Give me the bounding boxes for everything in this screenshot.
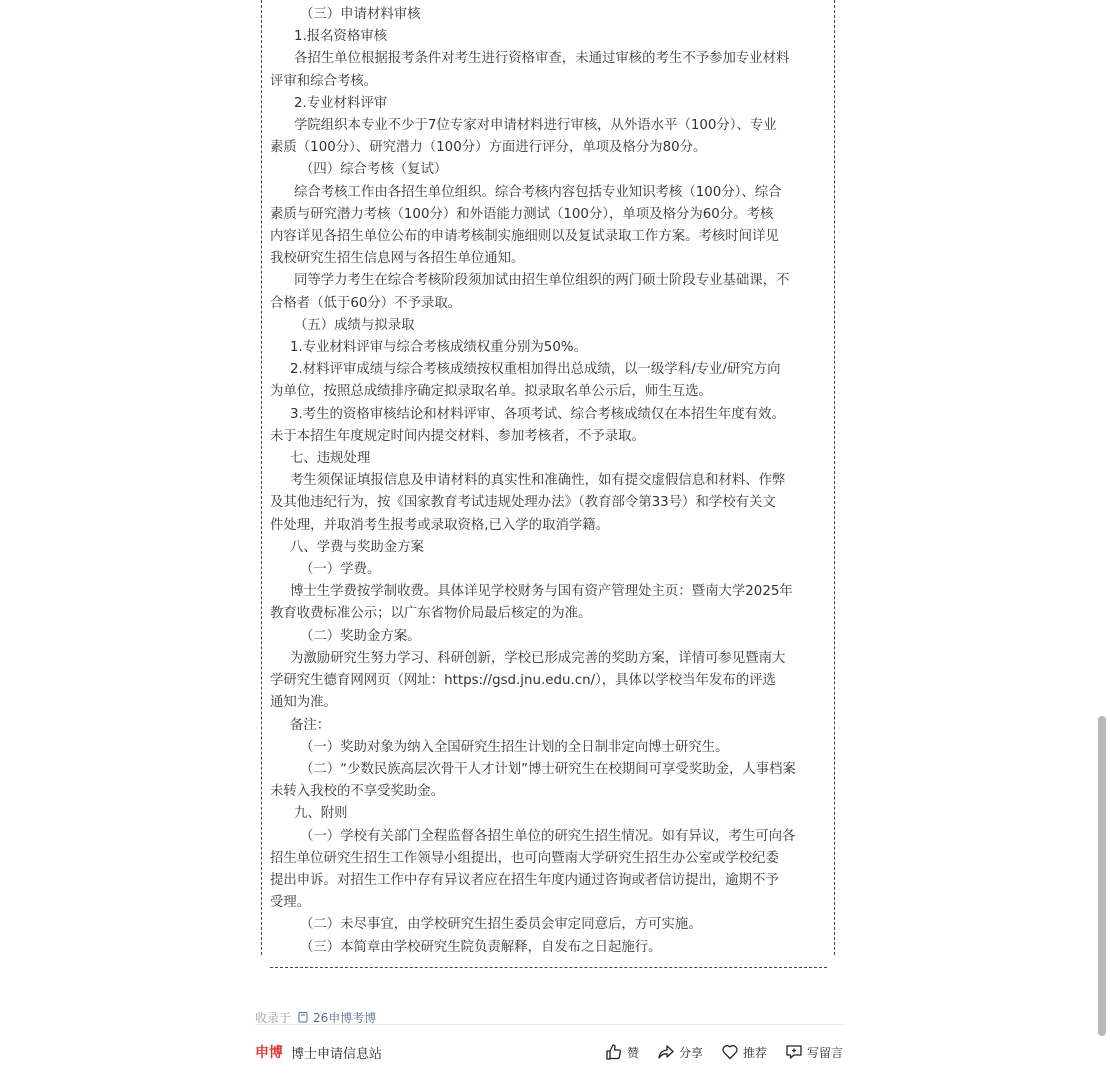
share-button[interactable]: [657, 1043, 703, 1061]
article-line: 未转入我校的不享受奖助金。: [270, 784, 445, 800]
heart-icon: [721, 1043, 739, 1061]
article-line: （二）奖助金方案。: [300, 628, 421, 644]
article-line: 及其他违纪行为，按《国家教育考试违规处理办法》（教育部令第33号）和学校有关文: [270, 495, 776, 511]
collection-folder-icon: [297, 1011, 309, 1023]
brand-name: 博士申请信息站: [291, 1046, 383, 1062]
article-line: 各招生单位根据报考条件对考生进行资格审查，未通过审核的考生不予参加专业材料: [294, 51, 790, 67]
article-line: （一）学校有关部门全程监督各招生单位的研究生招生情况。如有异议，考生可向各: [300, 828, 796, 844]
article-line: 未于本招生年度规定时间内提交材料、参加考核者，不予录取。: [270, 428, 645, 444]
article-end-divider: [270, 967, 827, 968]
article-line: （五）成绩与拟录取: [294, 317, 415, 333]
footer-divider: [255, 1024, 843, 1025]
article-line: （一）奖助对象为纳入全国研究生招生计划的全日制非定向博士研究生。: [300, 739, 729, 755]
article-line: 八、学费与奖助金方案: [290, 539, 424, 555]
footer-actions: [587, 1043, 843, 1061]
comment-icon: [785, 1043, 803, 1061]
article-line: 为激励研究生努力学习、科研创新，学校已形成完善的奖助方案，详情可参见暨南大: [290, 650, 786, 666]
collection-tag-link[interactable]: [297, 1009, 376, 1026]
article-line: 2.专业材料评审: [294, 95, 388, 111]
account-brand[interactable]: [255, 1042, 382, 1062]
recommend-button[interactable]: [721, 1043, 767, 1061]
article-line: 九、附则: [294, 806, 348, 822]
article-line: 1.专业材料评审与综合考核成绩权重分别为50%。: [290, 340, 587, 356]
like-label: 赞: [626, 1045, 639, 1060]
article-line: 件处理，并取消考生报考或录取资格,已入学的取消学籍。: [270, 517, 610, 533]
recommend-label: 推荐: [742, 1045, 767, 1060]
article-line: 通知为准。: [270, 695, 337, 711]
collection-tag-label: 26申博考博: [313, 1010, 377, 1025]
article-line: 教育收费标准公示；以广东省物价局最后核定的为准。: [270, 606, 592, 622]
brand-logo: 申博: [255, 1045, 283, 1061]
collection-prefix: 收录于: [255, 1010, 292, 1025]
article-line: 为单位，按照总成绩排序确定拟录取名单。拟录取名单公示后，师生互选。: [270, 384, 712, 400]
scrollbar-thumb[interactable]: [1098, 716, 1106, 1036]
article-line: （三）本简章由学校研究生院负责解释，自发布之日起施行。: [300, 939, 662, 955]
article-line: 评审和综合考核。: [270, 73, 378, 89]
like-button[interactable]: [605, 1043, 639, 1061]
article-line: （二）未尽事宜，由学校研究生招生委员会审定同意后，方可实施。: [300, 917, 702, 933]
article-line: 我校研究生招生信息网与各招生单位通知。: [270, 251, 525, 267]
article-line: 受理。: [270, 895, 311, 911]
article-line: 合格者（低于60分）不予录取。: [270, 295, 462, 311]
article-line: 备注：: [290, 717, 331, 733]
article-content: [261, 0, 835, 955]
article-line: 七、违规处理: [290, 451, 371, 467]
thumbs-up-icon: [605, 1043, 623, 1061]
article-footer: [255, 1040, 843, 1064]
article-line: 提出申诉。对招生工作中存有异议者应在招生年度内通过咨询或者信访提出，逾期不予: [270, 872, 779, 888]
article-line: （四）综合考核（复试）: [300, 162, 448, 178]
article-line: 2.材料评审成绩与综合考核成绩按权重相加得出总成绩，以一级学科/专业/研究方向: [290, 362, 781, 378]
article-line: 1.报名资格审核: [294, 29, 388, 45]
article-line: 学院组织本专业不少于7位专家对申请材料进行审核，从外语水平（100分）、专业: [294, 118, 777, 134]
article-line: 素质与研究潜力考核（100分）和外语能力测试（100分），单项及格分为60分。考核: [270, 206, 774, 222]
article-line: （二）“少数民族高层次骨干人才计划”博士研究生在校期间可享受奖助金，人事档案: [300, 761, 796, 777]
share-label: 分享: [678, 1045, 703, 1060]
article-line: 同等学力考生在综合考核阶段须加试由招生单位组织的两门硕士阶段专业基础课，不: [294, 273, 790, 289]
article-line: 内容详见各招生单位公布的申请考核制实施细则以及复试录取工作方案。考核时间详见: [270, 229, 779, 245]
article-line: 素质（100分）、研究潜力（100分）方面进行评分，单项及格分为80分。: [270, 140, 707, 156]
article-line: （三）申请材料审核: [300, 7, 421, 22]
comment-button[interactable]: [785, 1043, 843, 1061]
article-line: 学研究生德育网网页（网址：https://gsd.jnu.edu.cn/），具体以学校当年发布的评选: [270, 673, 776, 689]
article-line: 考生须保证填报信息及申请材料的真实性和准确性，如有提交虚假信息和材料、作弊: [290, 473, 786, 489]
article-line: 博士生学费按学制收费。具体详见学校财务与国有资产管理处主页：暨南大学2025年: [290, 584, 793, 600]
comment-label: 写留言: [806, 1045, 843, 1060]
article-line: 3.考生的资格审核结论和材料评审、各项考试、综合考核成绩仅在本招生年度有效。: [290, 406, 785, 422]
article-line: （一）学费。: [300, 562, 381, 578]
share-icon: [657, 1043, 675, 1061]
article-line: 综合考核工作由各招生单位组织。综合考核内容包括专业知识考核（100分）、综合: [294, 184, 782, 200]
article-line: 招生单位研究生招生工作领导小组提出，也可向暨南大学研究生招生办公室或学校纪委: [270, 850, 779, 866]
